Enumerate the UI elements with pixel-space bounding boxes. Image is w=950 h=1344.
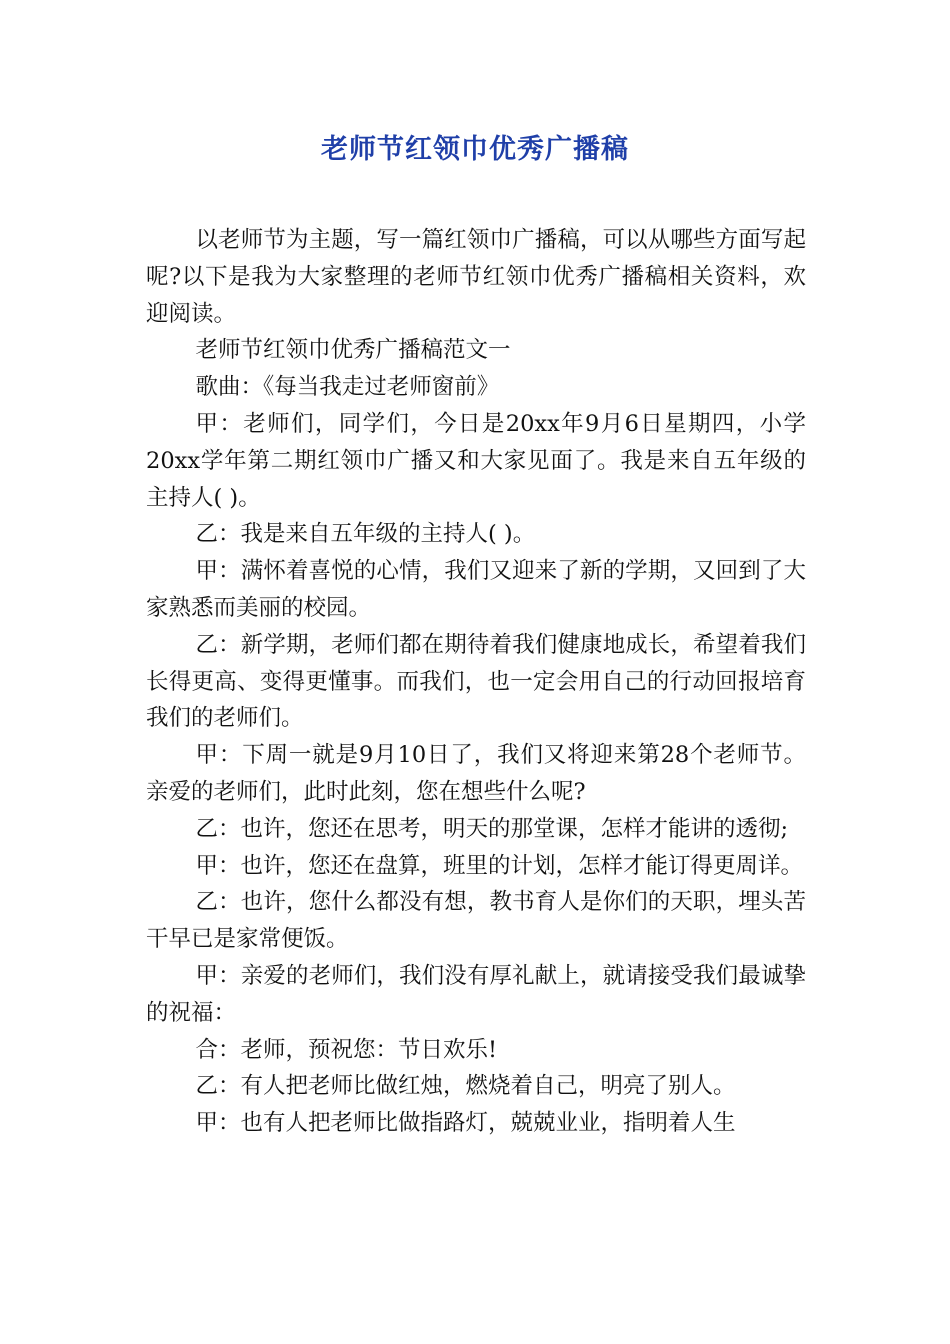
paragraph: 甲：满怀着喜悦的心情，我们又迎来了新的学期，又回到了大家熟悉而美丽的校园。 (146, 558, 806, 621)
paragraph: 歌曲：《每当我走过老师窗前》 (195, 374, 500, 401)
document-title: 老师节红领巾优秀广播稿 (321, 134, 629, 165)
paragraph: 乙：新学期，老师们都在期待着我们健康地成长，希望着我们长得更高、变得更懂事。而我们，也一定会用自己的行动回报培育我们的老师们。 (146, 631, 806, 732)
paragraph: 乙：有人把老师比做红烛，燃烧着自己，明亮了别人。 (195, 1073, 736, 1100)
paragraph: 甲：亲爱的老师们，我们没有厚礼献上，就请接受我们最诚挚的祝福： (146, 962, 806, 1026)
document-body (146, 222, 806, 1142)
paragraph: 以老师节为主题，写一篇红领巾广播稿，可以从哪些方面写起呢?以下是我为大家整理的老师节红领巾优秀广播稿相关资料，欢迎阅读。 (146, 227, 806, 327)
paragraph: 老师节红领巾优秀广播稿范文一 (195, 337, 511, 364)
paragraph: 乙：也许，您还在思考，明天的那堂课，怎样才能讲的透彻; (195, 815, 789, 842)
paragraph: 甲：下周一就是9月10日了，我们又将迎来第28个老师节。亲爱的老师们，此时此刻，您在想些什么呢? (146, 742, 806, 805)
paragraph: 乙：也许，您什么都没有想，教书育人是你们的天职，埋头苦干早已是家常便饭。 (146, 889, 806, 953)
paragraph: 乙：我是来自五年级的主持人( )。 (195, 521, 536, 548)
paragraph: 甲：也有人把老师比做指路灯，兢兢业业，指明着人生 (195, 1110, 736, 1137)
paragraph: 甲：老师们，同学们，今日是20xx年9月6日星期四，小学20xx学年第二期红领巾广播又和大家见面了。我是来自五年级的主持人( )。 (146, 410, 806, 511)
paragraph: 合：老师，预祝您：节日欢乐! (195, 1036, 498, 1063)
paragraph: 甲：也许，您还在盘算，班里的计划，怎样才能订得更周详。 (195, 852, 804, 879)
